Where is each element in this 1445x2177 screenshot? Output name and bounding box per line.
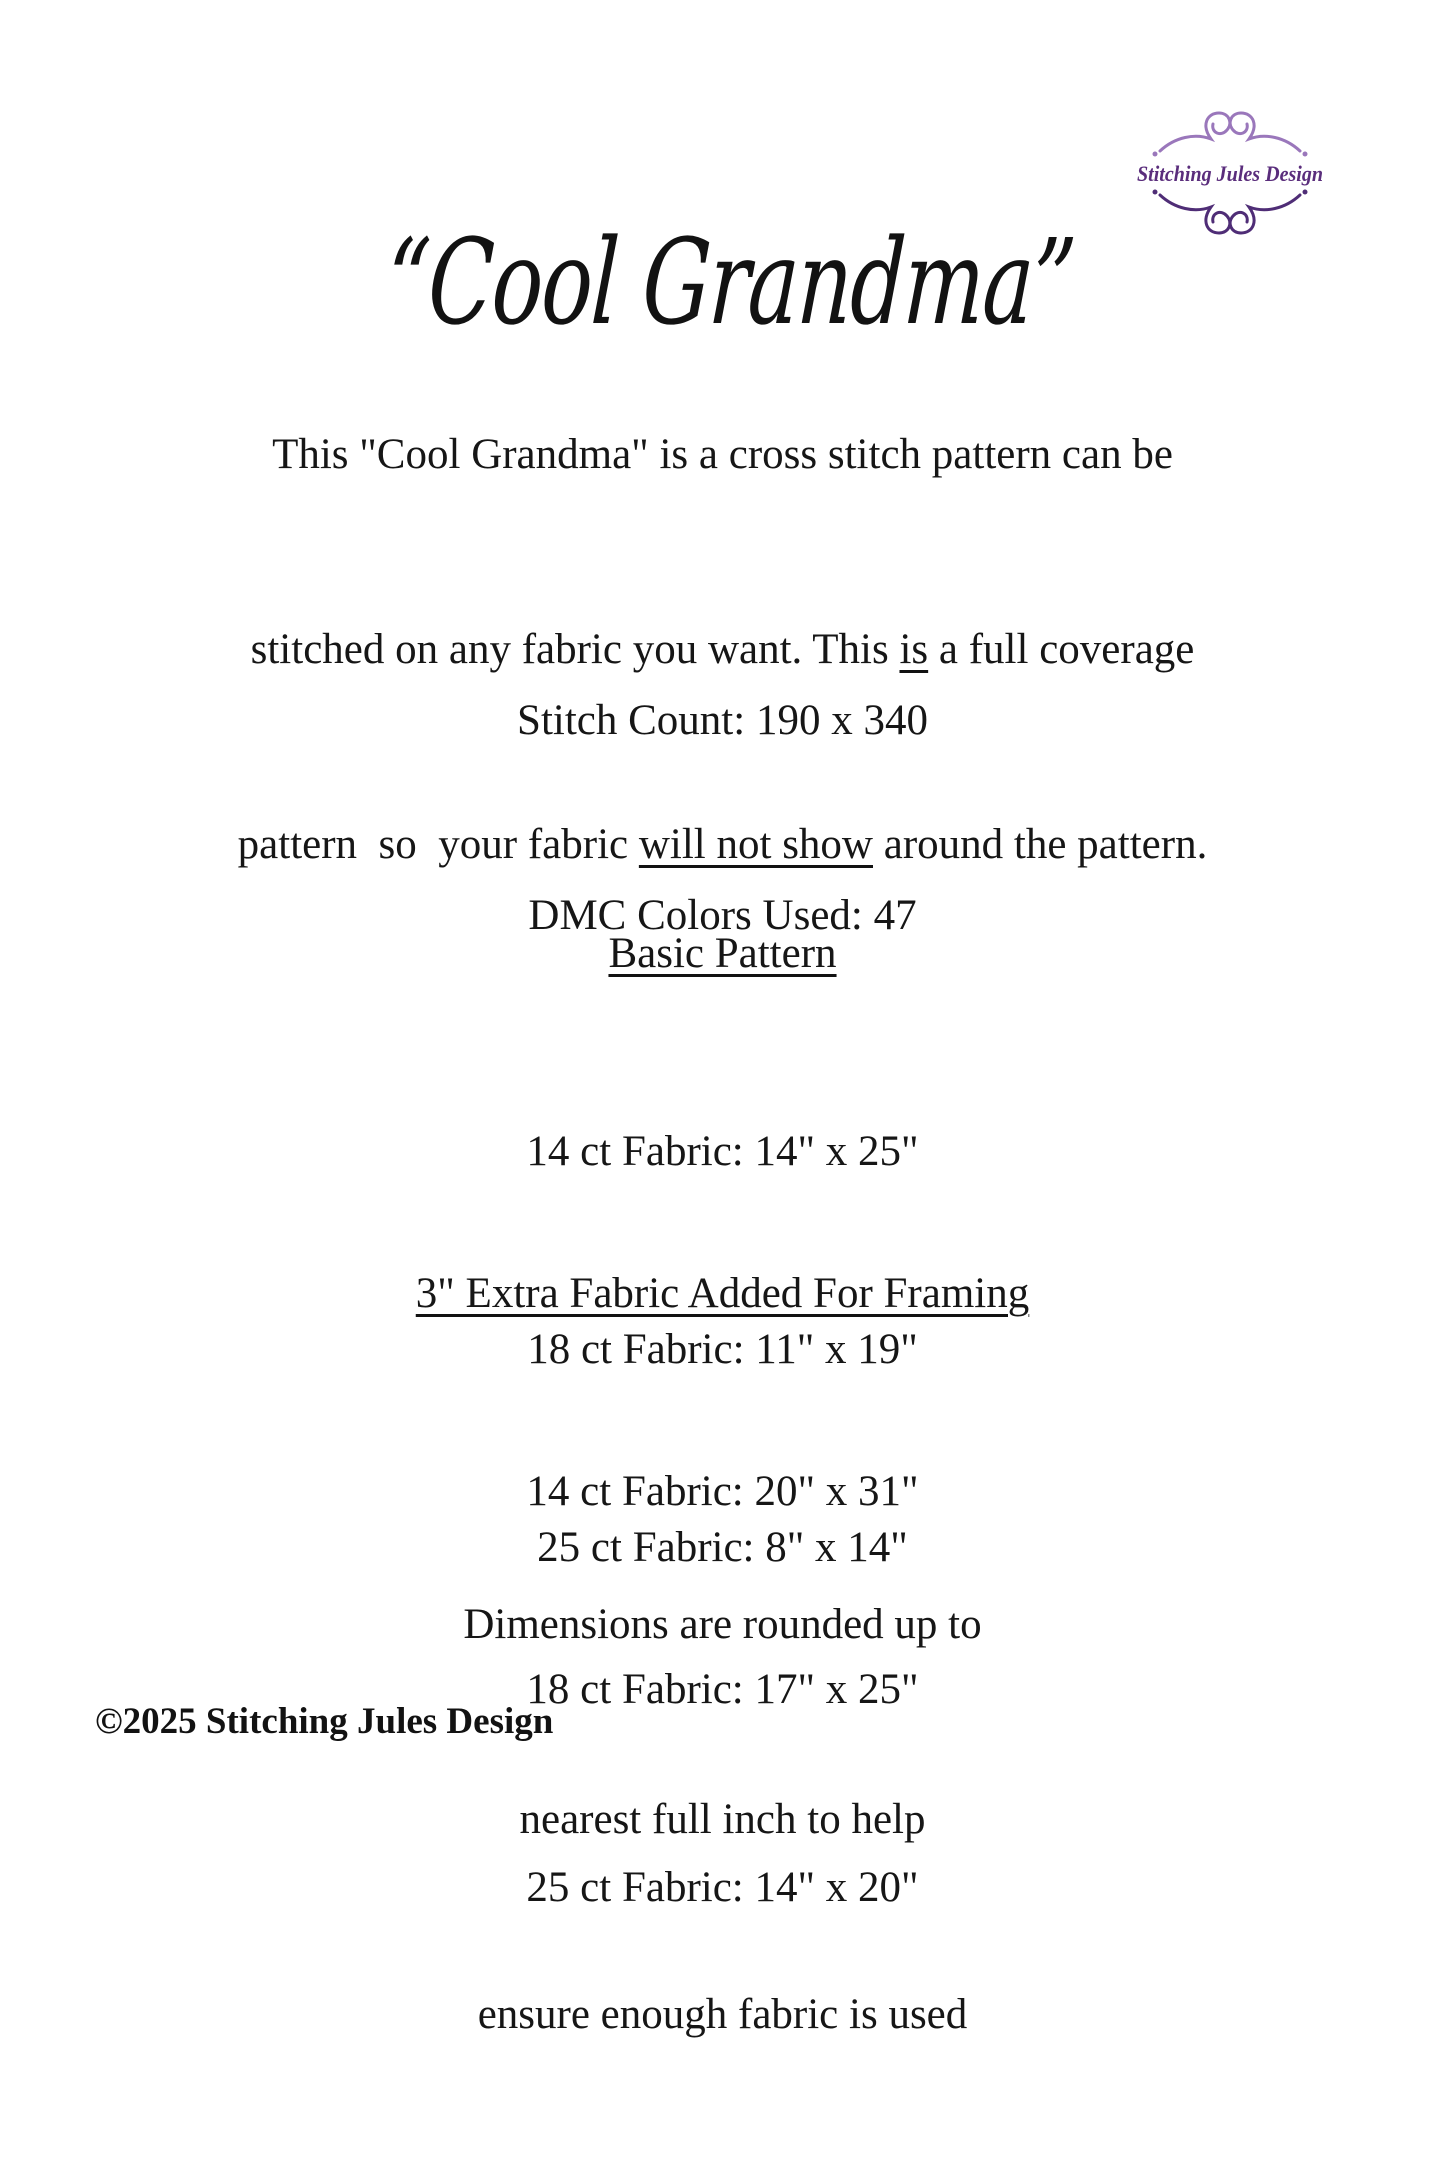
fabric-size-row: 18 ct Fabric: 17" x 25" <box>526 1666 919 1713</box>
intro-line-2-pre: stitched on any fabric you want. This <box>250 626 900 673</box>
basic-pattern-heading: Basic Pattern <box>608 930 837 977</box>
framing-heading: 3" Extra Fabric Added For Framing <box>415 1270 1030 1317</box>
copyright: ©2025 Stitching Jules Design <box>95 1701 554 1742</box>
note-line: ensure enough fabric is used <box>477 1991 968 2038</box>
fabric-size-row: 25 ct Fabric: 8" x 14" <box>537 1524 908 1571</box>
fabric-size-row: 14 ct Fabric: 20" x 31" <box>526 1468 919 1515</box>
intro-line-2-post: a full coverage <box>928 626 1195 673</box>
intro-line-2-underlined: is <box>899 626 929 673</box>
page-title-text: “Cool Grandma” <box>383 213 1078 351</box>
intro-line-1: This "Cool Grandma" is a cross stitch pattern can be <box>272 431 1173 478</box>
brand-logo-graphic <box>1115 103 1345 243</box>
note-line: Dimensions are rounded up to <box>463 1601 982 1648</box>
dimensions-note <box>0 1462 1445 2177</box>
intro-line-3-pre: pattern so your fabric <box>237 821 639 868</box>
intro-line-3-post: around the pattern. <box>873 821 1208 868</box>
flourish-top-icon <box>1153 113 1308 157</box>
stitch-count: Stitch Count: 190 x 340 <box>517 697 928 744</box>
note-line: nearest full inch to help <box>519 1796 926 1843</box>
dmc-colors-used: DMC Colors Used: 47 <box>528 892 917 939</box>
fabric-size-row: 18 ct Fabric: 11" x 19" <box>527 1326 918 1373</box>
fabric-size-row: 14 ct Fabric: 14" x 25" <box>526 1128 919 1175</box>
flourish-bottom-icon <box>1153 190 1308 234</box>
brand-logo <box>1115 103 1345 243</box>
fabric-size-row: 25 ct Fabric: 14" x 20" <box>526 1864 919 1911</box>
brand-logo-text: Stitching Jules Design <box>1137 161 1323 186</box>
intro-line-3-underlined: will not show <box>638 821 873 868</box>
